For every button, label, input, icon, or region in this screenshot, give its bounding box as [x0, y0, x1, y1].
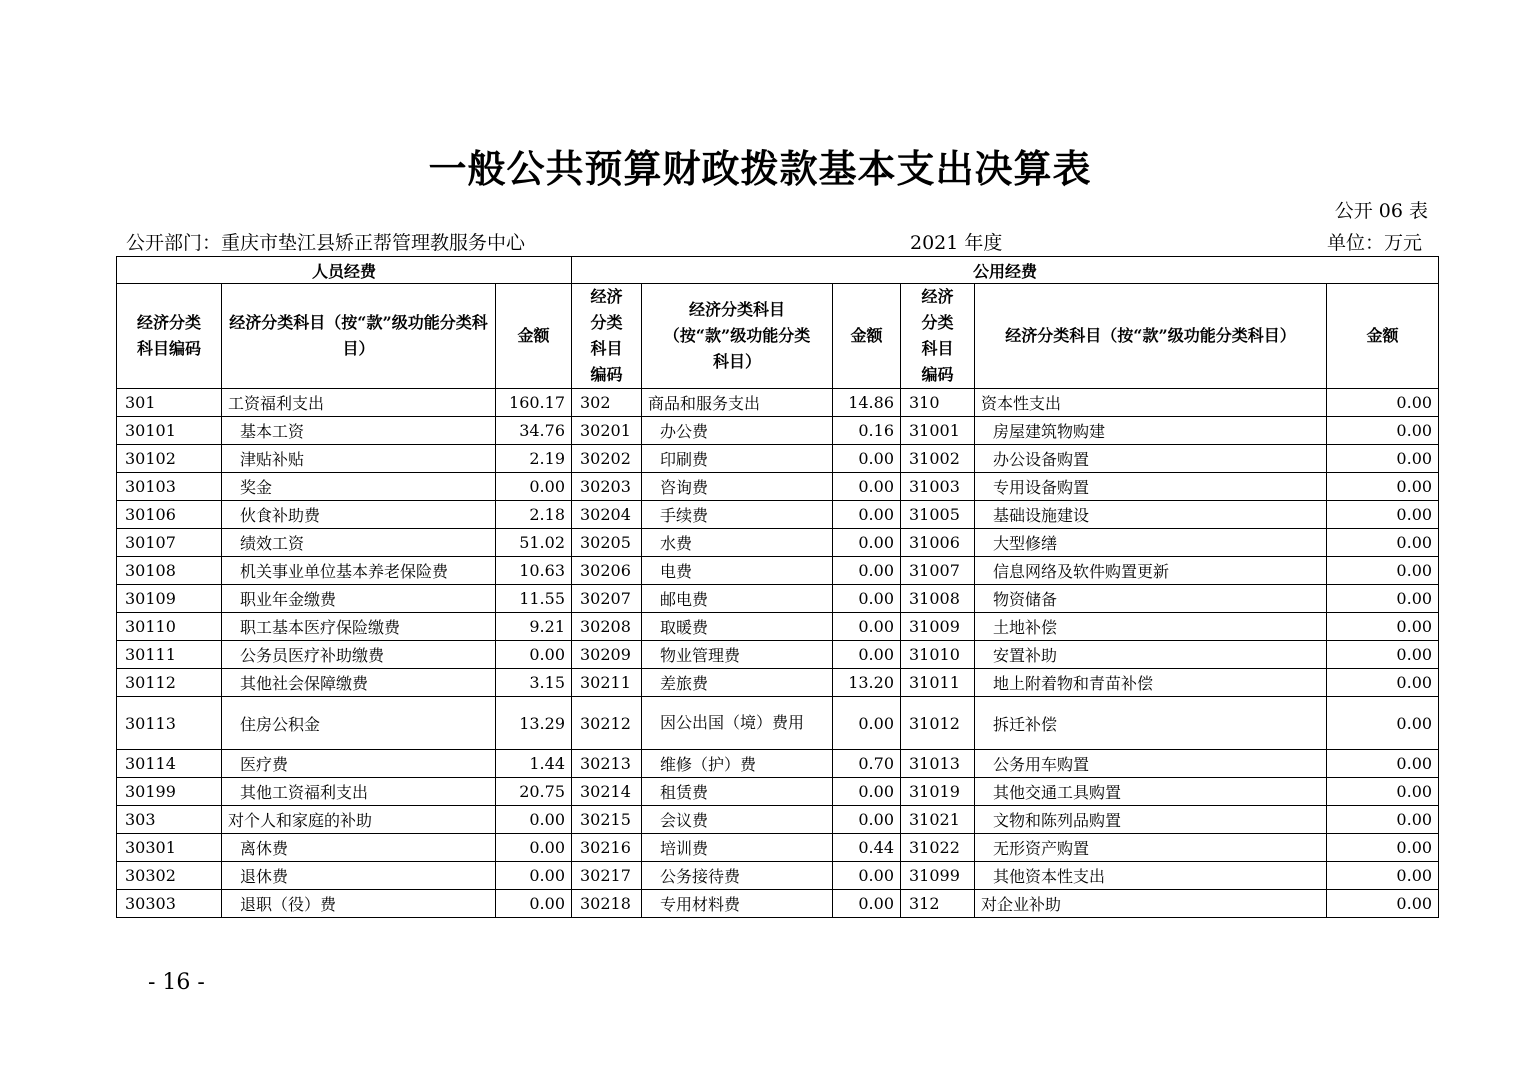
amount-cell: 0.00: [496, 890, 572, 918]
amount-cell: 0.00: [833, 529, 901, 557]
item-name-cell: 印刷费: [642, 445, 833, 473]
expenditure-table: [116, 256, 1439, 918]
header-name: 经济分类科目（按“款”级功能分类科目）: [222, 284, 496, 389]
item-name-cell: 公务用车购置: [975, 750, 1327, 778]
code-cell: 31021: [901, 806, 975, 834]
amount-cell: 0.00: [496, 473, 572, 501]
item-name-cell: 会议费: [642, 806, 833, 834]
amount-cell: 0.00: [833, 585, 901, 613]
code-cell: 30216: [572, 834, 642, 862]
code-cell: 30301: [117, 834, 222, 862]
header-amount: 金额: [833, 284, 901, 389]
table-row: [117, 417, 1439, 445]
amount-cell: 0.00: [833, 806, 901, 834]
item-name-cell: 取暖费: [642, 613, 833, 641]
amount-cell: 0.00: [1327, 613, 1439, 641]
amount-cell: 0.00: [833, 890, 901, 918]
item-name-cell: 咨询费: [642, 473, 833, 501]
item-name-cell: 离休费: [222, 834, 496, 862]
code-cell: 30106: [117, 501, 222, 529]
page-title: 一般公共预算财政拨款基本支出决算表: [428, 146, 1092, 191]
amount-cell: 0.00: [833, 613, 901, 641]
code-cell: 31007: [901, 557, 975, 585]
code-cell: 30108: [117, 557, 222, 585]
code-cell: 31013: [901, 750, 975, 778]
header-name: 经济分类科目（按“款”级功能分类科目）: [975, 284, 1327, 389]
code-cell: 302: [572, 389, 642, 417]
item-name-cell: 安置补助: [975, 641, 1327, 669]
item-name-cell: 拆迁补偿: [975, 697, 1327, 750]
item-name-cell: 办公设备购置: [975, 445, 1327, 473]
amount-cell: 51.02: [496, 529, 572, 557]
amount-cell: 0.00: [496, 806, 572, 834]
amount-cell: 0.00: [833, 501, 901, 529]
table-row: [117, 806, 1439, 834]
code-cell: 31012: [901, 697, 975, 750]
code-cell: 31005: [901, 501, 975, 529]
code-cell: 30199: [117, 778, 222, 806]
code-cell: 30206: [572, 557, 642, 585]
amount-cell: 0.00: [1327, 445, 1439, 473]
code-cell: 30202: [572, 445, 642, 473]
section-public: 公用经费: [572, 257, 1439, 284]
item-name-cell: 对个人和家庭的补助: [222, 806, 496, 834]
code-cell: 30110: [117, 613, 222, 641]
item-name-cell: 退休费: [222, 862, 496, 890]
code-cell: 30215: [572, 806, 642, 834]
item-name-cell: 电费: [642, 557, 833, 585]
code-cell: 31011: [901, 669, 975, 697]
code-cell: 30303: [117, 890, 222, 918]
header-code: 经济分类科目编码: [117, 284, 222, 389]
item-name-cell: 维修（护）费: [642, 750, 833, 778]
table-row: [117, 501, 1439, 529]
table-row: [117, 473, 1439, 501]
amount-cell: 0.00: [833, 641, 901, 669]
item-name-cell: 津贴补贴: [222, 445, 496, 473]
code-cell: 30114: [117, 750, 222, 778]
code-cell: 30208: [572, 613, 642, 641]
amount-cell: 10.63: [496, 557, 572, 585]
item-name-cell: 地上附着物和青苗补偿: [975, 669, 1327, 697]
table-row: [117, 890, 1439, 918]
department-label: 公开部门：重庆市垫江县矫正帮管理教服务中心: [126, 232, 526, 254]
table-row: [117, 557, 1439, 585]
item-name-cell: 水费: [642, 529, 833, 557]
code-cell: 30113: [117, 697, 222, 750]
code-cell: 30218: [572, 890, 642, 918]
section-personnel: 人员经费: [117, 257, 572, 284]
amount-cell: 0.70: [833, 750, 901, 778]
amount-cell: 0.00: [1327, 529, 1439, 557]
item-name-cell: 职工基本医疗保险缴费: [222, 613, 496, 641]
amount-cell: 20.75: [496, 778, 572, 806]
item-name-cell: 信息网络及软件购置更新: [975, 557, 1327, 585]
amount-cell: 0.00: [833, 778, 901, 806]
amount-cell: 0.00: [1327, 585, 1439, 613]
amount-cell: 9.21: [496, 613, 572, 641]
code-cell: 303: [117, 806, 222, 834]
code-cell: 30203: [572, 473, 642, 501]
amount-cell: 2.19: [496, 445, 572, 473]
item-name-cell: 绩效工资: [222, 529, 496, 557]
table-row: [117, 862, 1439, 890]
item-name-cell: 大型修缮: [975, 529, 1327, 557]
amount-cell: 0.00: [1327, 501, 1439, 529]
amount-cell: 0.00: [1327, 862, 1439, 890]
code-cell: 30101: [117, 417, 222, 445]
item-name-cell: 基本工资: [222, 417, 496, 445]
item-name-cell: 商品和服务支出: [642, 389, 833, 417]
code-cell: 31001: [901, 417, 975, 445]
item-name-cell: 差旅费: [642, 669, 833, 697]
amount-cell: 13.29: [496, 697, 572, 750]
code-cell: 312: [901, 890, 975, 918]
item-name-cell: 因公出国（境）费用: [642, 697, 833, 750]
amount-cell: 0.00: [1327, 557, 1439, 585]
code-cell: 30102: [117, 445, 222, 473]
table-row: [117, 641, 1439, 669]
amount-cell: 3.15: [496, 669, 572, 697]
amount-cell: 0.00: [496, 862, 572, 890]
item-name-cell: 伙食补助费: [222, 501, 496, 529]
amount-cell: 0.00: [1327, 778, 1439, 806]
page-number: - 16 -: [148, 970, 205, 995]
code-cell: 30213: [572, 750, 642, 778]
code-cell: 30211: [572, 669, 642, 697]
code-cell: 30207: [572, 585, 642, 613]
table-row: [117, 445, 1439, 473]
amount-cell: 0.00: [496, 641, 572, 669]
amount-cell: 0.00: [1327, 389, 1439, 417]
header-name: 经济分类科目（按“款”级功能分类科目）: [642, 284, 833, 389]
item-name-cell: 文物和陈列品购置: [975, 806, 1327, 834]
code-cell: 310: [901, 389, 975, 417]
amount-cell: 0.00: [1327, 641, 1439, 669]
header-code: 经济分类科目编码: [572, 284, 642, 389]
item-name-cell: 其他交通工具购置: [975, 778, 1327, 806]
amount-cell: 2.18: [496, 501, 572, 529]
amount-cell: 1.44: [496, 750, 572, 778]
amount-cell: 0.16: [833, 417, 901, 445]
item-name-cell: 手续费: [642, 501, 833, 529]
code-cell: 30201: [572, 417, 642, 445]
form-number: 公开 06 表: [1334, 200, 1428, 222]
item-name-cell: 无形资产购置: [975, 834, 1327, 862]
item-name-cell: 住房公积金: [222, 697, 496, 750]
amount-cell: 0.00: [833, 445, 901, 473]
item-name-cell: 专用设备购置: [975, 473, 1327, 501]
item-name-cell: 办公费: [642, 417, 833, 445]
item-name-cell: 租赁费: [642, 778, 833, 806]
item-name-cell: 其他工资福利支出: [222, 778, 496, 806]
unit-label: 单位：万元: [1326, 232, 1422, 254]
code-cell: 30209: [572, 641, 642, 669]
amount-cell: 0.44: [833, 834, 901, 862]
amount-cell: 0.00: [496, 834, 572, 862]
header-code: 经济分类科目编码: [901, 284, 975, 389]
header-amount: 金额: [496, 284, 572, 389]
item-name-cell: 邮电费: [642, 585, 833, 613]
table-row: [117, 778, 1439, 806]
table-row: [117, 389, 1439, 417]
code-cell: 31002: [901, 445, 975, 473]
code-cell: 31003: [901, 473, 975, 501]
code-cell: 31009: [901, 613, 975, 641]
item-name-cell: 资本性支出: [975, 389, 1327, 417]
code-cell: 30302: [117, 862, 222, 890]
amount-cell: 13.20: [833, 669, 901, 697]
code-cell: 30204: [572, 501, 642, 529]
item-name-cell: 工资福利支出: [222, 389, 496, 417]
item-name-cell: 其他资本性支出: [975, 862, 1327, 890]
amount-cell: 0.00: [833, 697, 901, 750]
code-cell: 30111: [117, 641, 222, 669]
amount-cell: 14.86: [833, 389, 901, 417]
table-row: [117, 529, 1439, 557]
amount-cell: 0.00: [833, 557, 901, 585]
code-cell: 30212: [572, 697, 642, 750]
code-cell: 31022: [901, 834, 975, 862]
table-row: [117, 834, 1439, 862]
item-name-cell: 医疗费: [222, 750, 496, 778]
code-cell: 30103: [117, 473, 222, 501]
table-row: [117, 669, 1439, 697]
code-cell: 30205: [572, 529, 642, 557]
code-cell: 30109: [117, 585, 222, 613]
table-row: [117, 750, 1439, 778]
item-name-cell: 退职（役）费: [222, 890, 496, 918]
item-name-cell: 基础设施建设: [975, 501, 1327, 529]
amount-cell: 0.00: [1327, 890, 1439, 918]
amount-cell: 11.55: [496, 585, 572, 613]
item-name-cell: 奖金: [222, 473, 496, 501]
item-name-cell: 土地补偿: [975, 613, 1327, 641]
item-name-cell: 公务员医疗补助缴费: [222, 641, 496, 669]
amount-cell: 0.00: [1327, 669, 1439, 697]
amount-cell: 0.00: [1327, 750, 1439, 778]
item-name-cell: 专用材料费: [642, 890, 833, 918]
code-cell: 31008: [901, 585, 975, 613]
item-name-cell: 房屋建筑物购建: [975, 417, 1327, 445]
code-cell: 31019: [901, 778, 975, 806]
code-cell: 31006: [901, 529, 975, 557]
item-name-cell: 物业管理费: [642, 641, 833, 669]
amount-cell: 160.17: [496, 389, 572, 417]
fiscal-year: 2021 年度: [910, 232, 1003, 254]
item-name-cell: 职业年金缴费: [222, 585, 496, 613]
item-name-cell: 机关事业单位基本养老保险费: [222, 557, 496, 585]
code-cell: 30107: [117, 529, 222, 557]
amount-cell: 0.00: [1327, 697, 1439, 750]
code-cell: 301: [117, 389, 222, 417]
amount-cell: 0.00: [1327, 834, 1439, 862]
item-name-cell: 物资储备: [975, 585, 1327, 613]
amount-cell: 0.00: [833, 862, 901, 890]
item-name-cell: 培训费: [642, 834, 833, 862]
table-row: [117, 697, 1439, 750]
amount-cell: 0.00: [833, 473, 901, 501]
item-name-cell: 公务接待费: [642, 862, 833, 890]
code-cell: 31099: [901, 862, 975, 890]
amount-cell: 0.00: [1327, 473, 1439, 501]
code-cell: 31010: [901, 641, 975, 669]
code-cell: 30112: [117, 669, 222, 697]
item-name-cell: 对企业补助: [975, 890, 1327, 918]
item-name-cell: 其他社会保障缴费: [222, 669, 496, 697]
header-amount: 金额: [1327, 284, 1439, 389]
code-cell: 30217: [572, 862, 642, 890]
table-row: [117, 613, 1439, 641]
amount-cell: 0.00: [1327, 417, 1439, 445]
table-row: [117, 585, 1439, 613]
amount-cell: 0.00: [1327, 806, 1439, 834]
amount-cell: 34.76: [496, 417, 572, 445]
code-cell: 30214: [572, 778, 642, 806]
